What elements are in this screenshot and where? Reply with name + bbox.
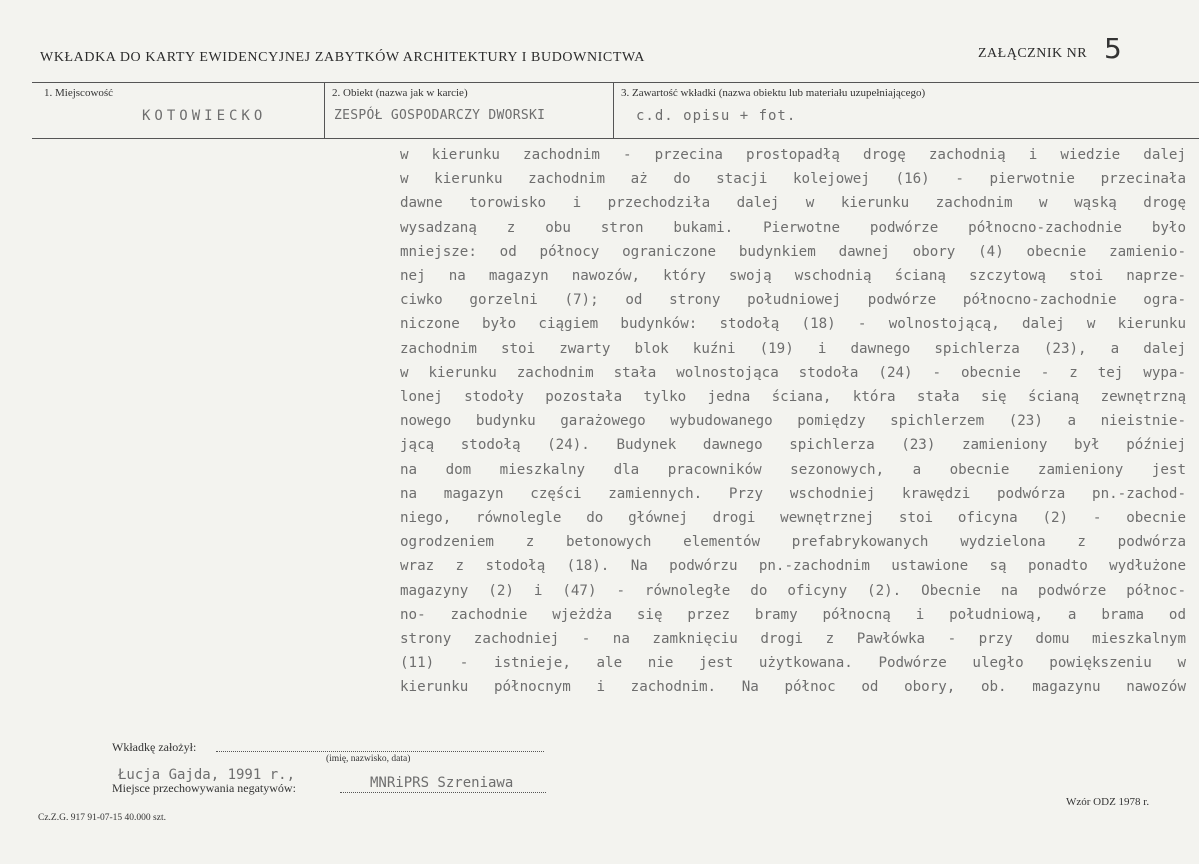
description-line: w kierunku zachodnim stała wolnostojąca stodoła (24) - obecnie - z tej wypa- (400, 364, 1186, 381)
locality-label: 1. Miejscowość (44, 87, 114, 99)
description-line: jącą stodołą (24). Budynek dawnego spichlerza (23) zamieniony był później (400, 437, 1186, 454)
description-line: dawne torowisko i przechodziła dalej w kierunku zachodnim w wąską drogę (400, 195, 1186, 212)
negatives-value: MNRiPRS Szreniawa (370, 775, 514, 791)
description-line: ogrodzeniem z betonowych elementów prefabrykowanych wydzielona z podwórza (400, 534, 1186, 551)
column-divider-2 (613, 82, 614, 139)
description-line: strony zachodniej - na zamknięciu drogi z Pawłówka - przy domu mieszkalnym (400, 631, 1186, 648)
contents-label: 3. Zawartość wkładki (nazwa obiektu lub materiału uzupełniającego) (621, 87, 926, 99)
description-line: ciwko gorzelni (7); od strony południowej podwórze północno-zachodnie ogra- (400, 292, 1186, 309)
description-line: w kierunku zachodnim aż do stacji kolejowej (16) - pierwotnie przecinała (400, 171, 1186, 188)
insert-created-hint: (imię, nazwisko, data) (326, 754, 411, 764)
contents-value: c.d. opisu + fot. (636, 108, 797, 124)
description-line: mniejsze: od północy ograniczone budynkiem dawnej obory (4) obecnie zamienio- (400, 243, 1186, 260)
negatives-dotline (340, 792, 546, 793)
description-line: kierunku północnym i zachodnim. Na północ od obory, ob. magazynu nawozów (400, 679, 1186, 696)
description-line: magazyny (2) i (47) - równoległe do oficyny (2). Obecnie na podwórze północ- (400, 582, 1186, 599)
form-model: Wzór ODZ 1978 r. (1066, 796, 1150, 808)
annex-number: 5 (1104, 32, 1122, 65)
description-line: niczone było ciągiem budynków: stodołą (18) - wolnostojącą, dalej w kierunku (400, 316, 1186, 333)
description-line: w kierunku zachodnim - przecina prostopadłą drogę zachodnią i wiedzie dalej (400, 147, 1186, 163)
description-line: lonej stodoły pozostała tylko jedna ściana, która stała się ścianą zewnętrzną (400, 389, 1186, 406)
negatives-label: Miejsce przechowywania negatywów: (112, 781, 296, 795)
annex-label: ZAŁĄCZNIK NR (978, 46, 1088, 61)
insert-created-label: Wkładkę założył: (112, 740, 197, 754)
description-line: nowego budynku garażowego wybudowanego pomiędzy spichlerzem (23) a nieistnie- (400, 413, 1186, 430)
form-title: WKŁADKA DO KARTY EWIDENCYJNEJ ZABYTKÓW ARCHITEKTURY I BUDOWNICTWA (40, 50, 645, 65)
description-line: na dom mieszkalny dla pracowników sezonowych, a obecnie zamieniony jest (400, 461, 1186, 478)
print-info: Cz.Z.G. 917 91-07-15 40.000 szt. (38, 813, 166, 823)
insert-created-value: Łucja Gajda, 1991 r., (118, 767, 296, 783)
description-line: niego, równolegle do głównej drogi wewnętrznej stoi oficyna (2) - obecnie (400, 510, 1186, 527)
description-line: wysadzaną z obu stron bukami. Pierwotne podwórze północno-zachodnie było (400, 219, 1186, 236)
description-line: nej na magazyn nawozów, który swoją wschodnią ścianą szczytową stoi naprze- (400, 268, 1186, 285)
description-line: no- zachodnie wjeżdża się przez bramy północną i południową, a brama od (400, 606, 1186, 623)
object-value: ZESPÓŁ GOSPODARCZY DWORSKI (334, 108, 546, 123)
description-line: wraz z stodołą (18). Na podwórzu pn.-zachodnim ustawione są ponadto wydłużone (400, 558, 1186, 575)
header-top-rule (32, 82, 1199, 83)
column-divider-1 (324, 82, 325, 139)
object-label: 2. Obiekt (nazwa jak w karcie) (332, 87, 468, 99)
description-line: zachodnim stoi zwarty blok kuźni (19) i dawnego spichlerza (23), a dalej (400, 340, 1186, 357)
locality-value: KOTOWIECKO (142, 108, 267, 124)
insert-created-dotline (216, 751, 544, 752)
description-text (400, 143, 1186, 700)
description-line: na magazyn części zamiennych. Przy wschodniej krawędzi podwórza pn.-zachod- (400, 485, 1186, 502)
description-line: (11) - istnieje, ale nie jest użytkowana. Podwórze uległo powiększeniu w (400, 655, 1186, 672)
header-bottom-rule (32, 138, 1199, 139)
